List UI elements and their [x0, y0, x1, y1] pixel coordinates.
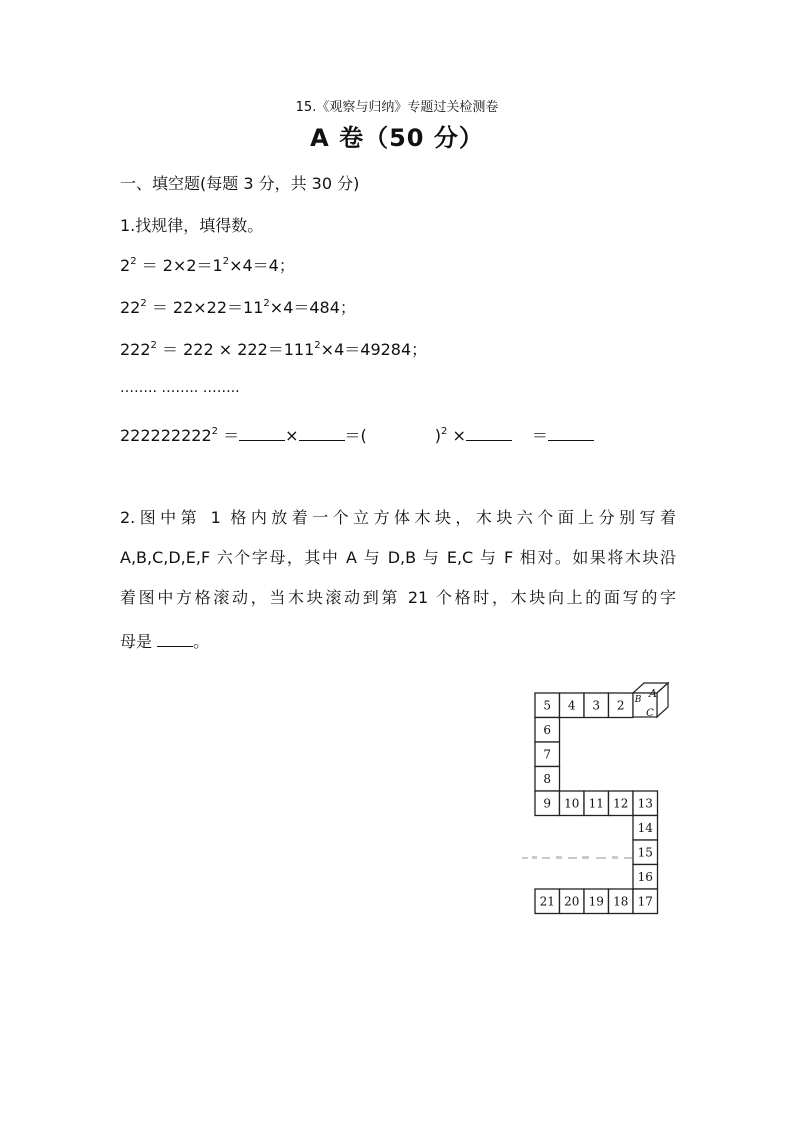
grid-cell-number: 20 [564, 894, 580, 909]
grid-cell-number: 6 [543, 722, 552, 737]
grid-path-figure [520, 670, 680, 920]
grid-cell-number: 9 [543, 796, 552, 811]
grid-cell-number: 15 [637, 845, 653, 860]
grid-cell-number: 8 [543, 771, 552, 786]
answer-blank-1[interactable] [239, 425, 285, 441]
grid-cell-number: 11 [588, 796, 604, 811]
grid-cell-number: 5 [543, 698, 552, 713]
grid-cell-number: 18 [613, 894, 629, 909]
cube-letter-top: A [649, 687, 657, 700]
grid-cell-number: 17 [637, 894, 653, 909]
grid-cell-number: 4 [567, 698, 576, 713]
formula-line-2: $22^2 = 22\times 22=11^2\times 4=484$； [120, 298, 356, 317]
formula-line-3: $222^2 = 222 \times 222=111^2\times 4=49284$； [120, 340, 428, 359]
scan-artifact [522, 856, 632, 859]
formula-line-blank: $222222222^2$ ＝ × ＝( )$^2$ × ＝ [120, 423, 594, 446]
question-1-stem: 1.找规律，填得数。 [120, 216, 264, 235]
ellipsis-line: …….. …….. …….. [120, 380, 240, 396]
document-subtitle: 15.《观察与归纳》专题过关检测卷 [295, 100, 499, 115]
question-2-line-1: 2.图中第 1 格内放着一个立方体木块，木块六个面上分别写着 [120, 508, 676, 527]
cube-letter-side: B [634, 695, 642, 705]
grid-cell-number: 16 [637, 869, 653, 884]
grid-cell-number: 10 [564, 796, 580, 811]
grid-cell-number: 3 [592, 698, 601, 713]
answer-blank-3[interactable] [466, 425, 512, 441]
answer-blank-2[interactable] [299, 425, 345, 441]
question-2-line-2: A,B,C,D,E,F 六个字母，其中 A 与 D,B 与 E,C 与 F 相对。如果将木块沿 [120, 548, 676, 567]
grid-cell-number: 13 [637, 796, 653, 811]
question-2-line-4: 母是 。 [120, 632, 210, 651]
document-title: A 卷（50 分） [310, 124, 484, 152]
formula-line-1: $2^2 = 2\times 2=1^2\times 4=4$； [120, 256, 295, 275]
grid-cell-number: 14 [637, 820, 653, 835]
grid-cell-number: 2 [616, 698, 625, 713]
grid-cell-number: 7 [543, 747, 552, 762]
question-2-line-3: 着图中方格滚动，当木块滚动到第 21 个格时，木块向上的面写的字 [120, 588, 676, 607]
cube-icon [633, 683, 668, 719]
grid-cell-number: 19 [588, 894, 604, 909]
section-heading: 一、填空题(每题 3 分，共 30 分) [120, 174, 360, 193]
answer-blank-4[interactable] [548, 425, 594, 441]
grid-cell-number: 12 [613, 796, 629, 811]
answer-blank-q2[interactable] [157, 631, 193, 647]
grid-cell-number: 21 [539, 894, 555, 909]
cube-letter-front: C [646, 708, 654, 719]
